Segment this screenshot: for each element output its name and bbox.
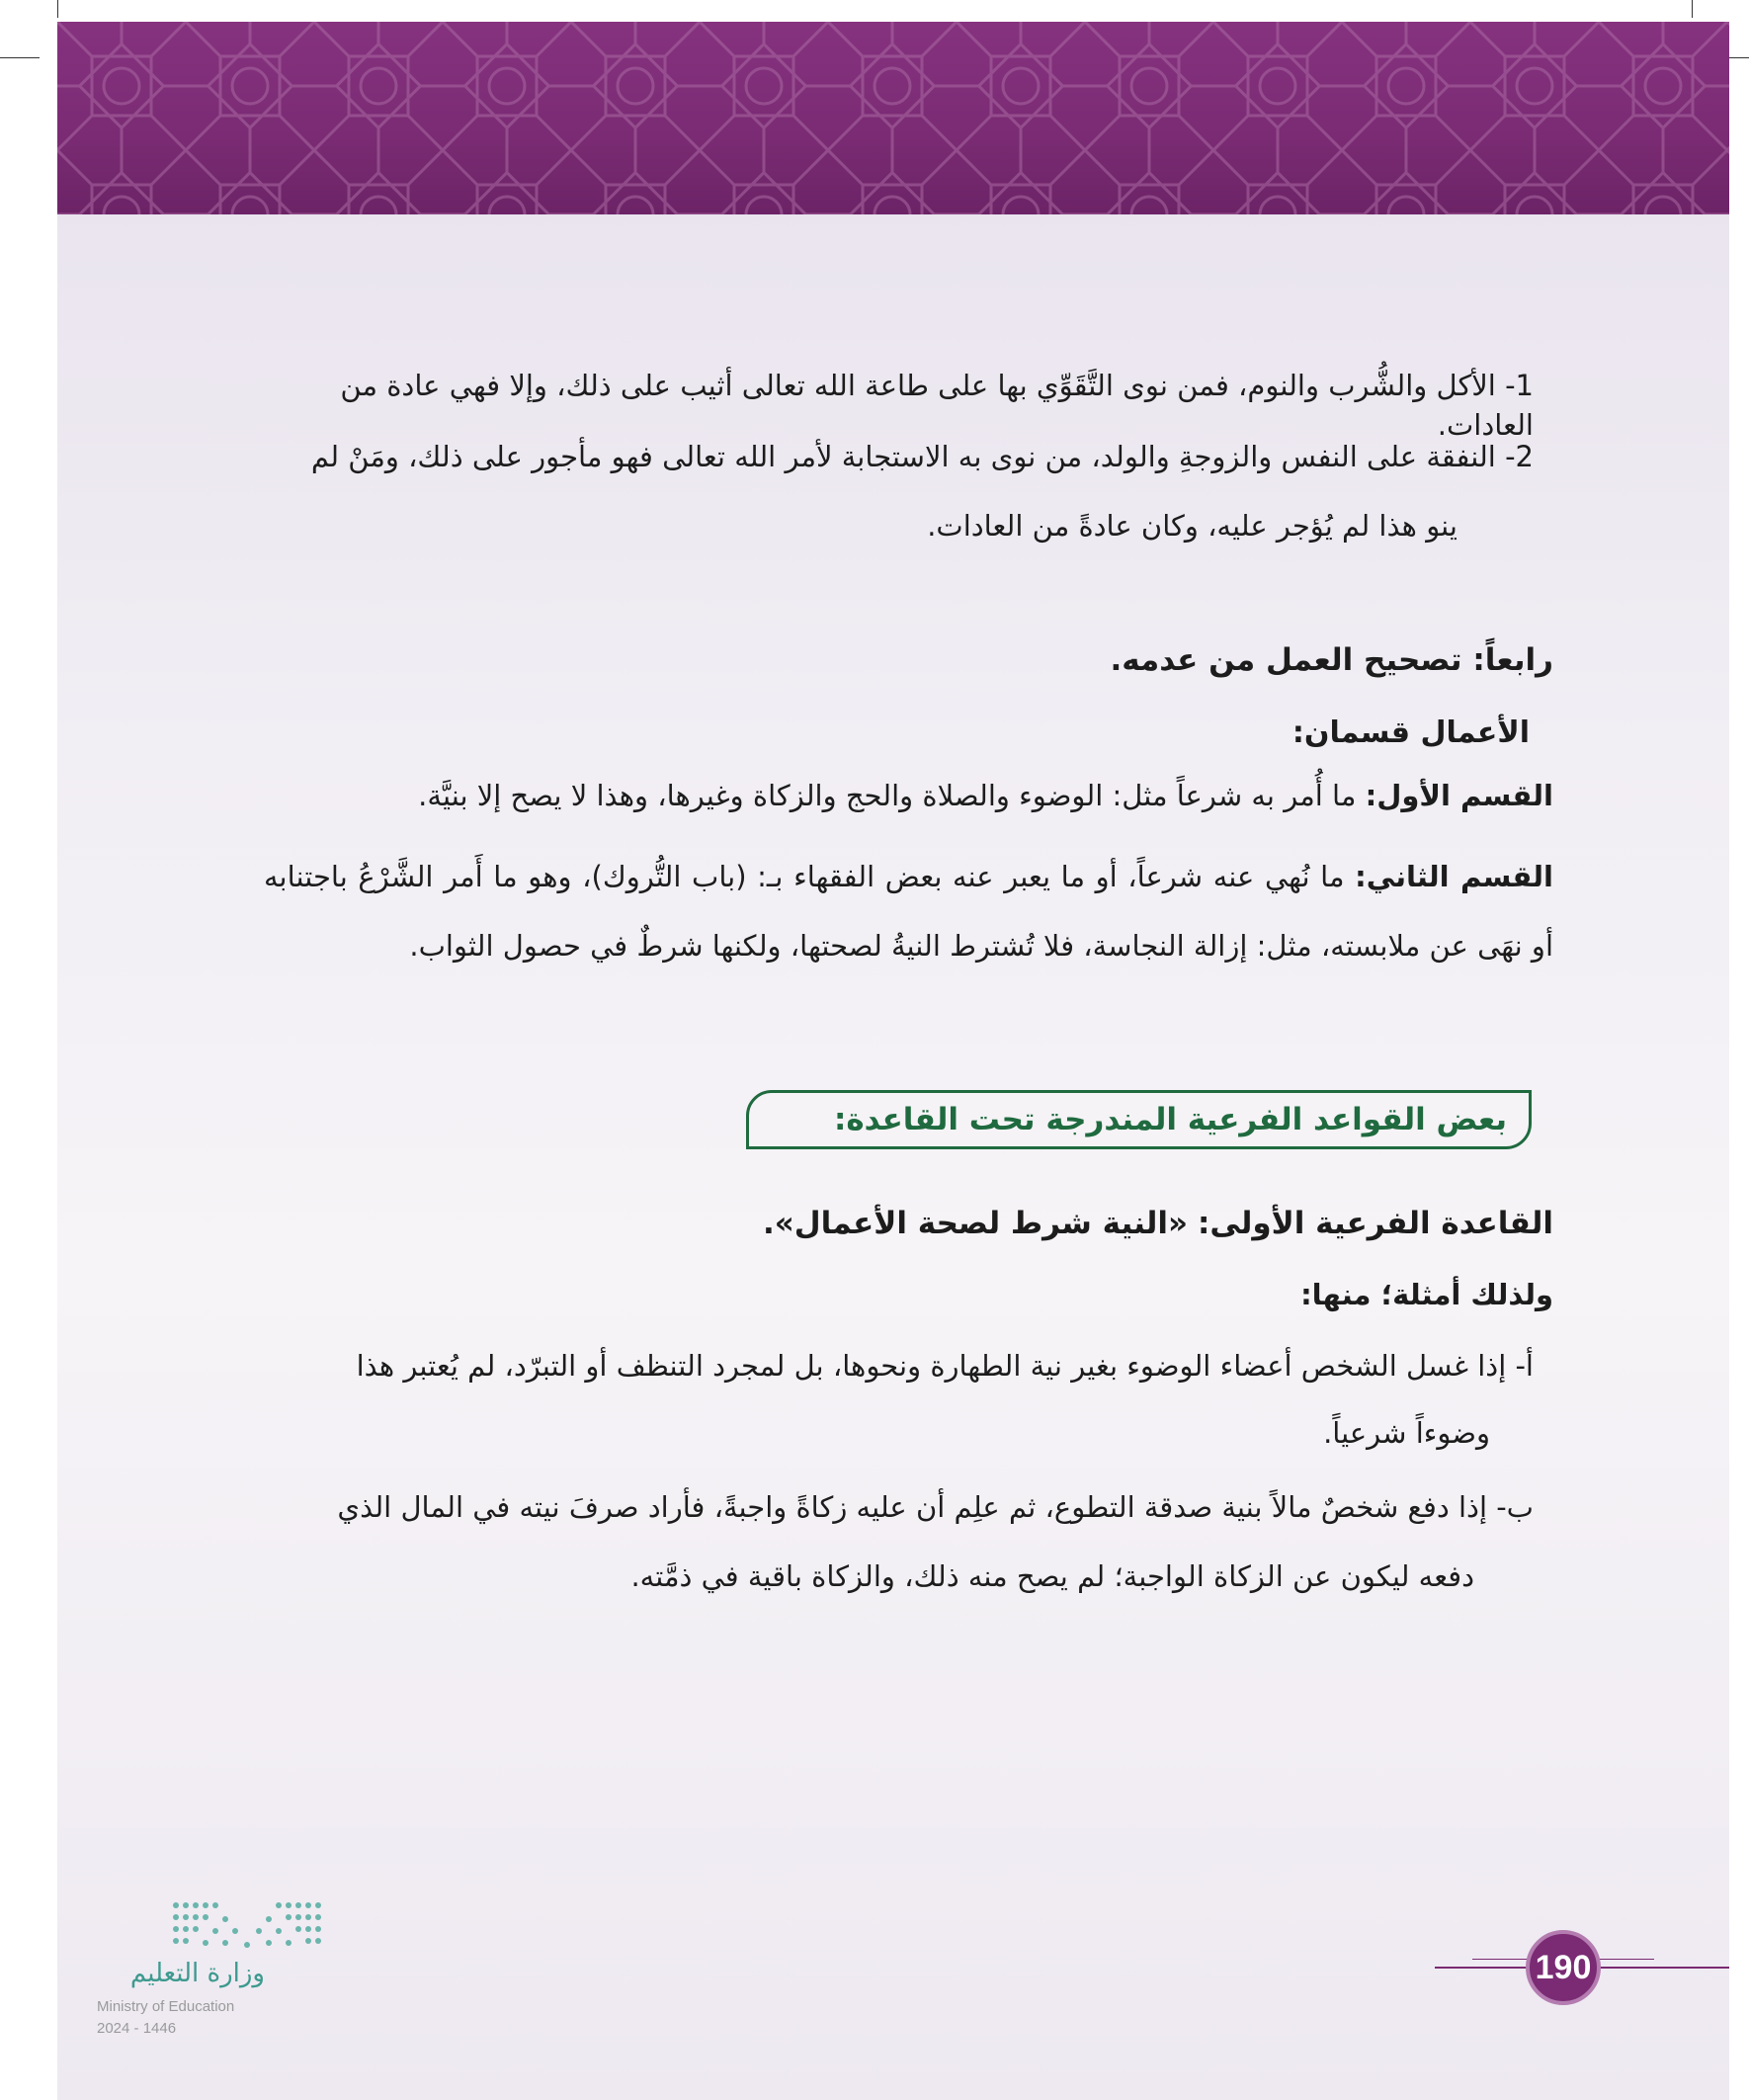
- examples-intro: ولذلك أمثلة؛ منها:: [1300, 1278, 1553, 1311]
- page-number-line-left: [1435, 1967, 1528, 1969]
- page-number-line-right: [1599, 1967, 1729, 1969]
- part-two-text: ما نُهي عنه شرعاً، أو ما يعبر عنه بعض الفقهاء بـ: (باب التُّروك)، وهو ما أَمر الشَّرْعُ باجتنابه أو نهَى عن ملابسته، مثل: إزالة النجاسة، فلا تُشترط النيةُ لصحتها، ولكنها شرطٌ في حصول الثواب.: [264, 860, 1553, 963]
- example-a-line-1: أ- إذا غسل الشخص أعضاء الوضوء بغير نية الطهارة ونحوها، بل لمجرد التنظف أو التبرّد، لم يُعتبر هذا: [356, 1349, 1534, 1383]
- part-one: [269, 776, 1553, 815]
- part-one-text: ما أُمر به شرعاً مثل: الوضوء والصلاة والحج والزكاة وغيرها، وهذا لا يصح إلا بنيَّة.: [418, 779, 1357, 812]
- islamic-pattern-icon: [57, 22, 1729, 214]
- page-number: 190: [1526, 1930, 1601, 2005]
- example-b-line-2: دفعه ليكون عن الزكاة الواجبة؛ لم يصح منه ذلك، والزكاة باقية في ذمَّته.: [630, 1559, 1474, 1593]
- example-item-1: 1- الأكل والشُّرب والنوم، فمن نوى التَّقَوِّي بها على طاعة الله تعالى أثيب على ذلك، وإلا فهي عادة من العادات.: [340, 369, 1534, 442]
- example-b-line-1: ب- إذا دفع شخصٌ مالاً بنية صدقة التطوع، ثم علِم أن عليه زكاةً واجبةً، فأراد صرفَ نيته في المال الذي: [337, 1490, 1534, 1524]
- decorative-header-banner: [57, 22, 1729, 214]
- ministry-name-english: Ministry of Education: [97, 1998, 235, 2015]
- example-item-2-line-1: 2- النفقة على النفس والزوجةِ والولد، من نوى به الاستجابة لأمر الله تعالى فهو مأجور على ذلك، ومَنْ لم: [310, 440, 1534, 473]
- page-number-line-right-thin: [1599, 1959, 1654, 1960]
- section-heading: رابعاً: تصحيح العمل من عدمه.: [1110, 642, 1553, 678]
- ministry-name-arabic: وزارة التعليم: [129, 1959, 265, 1988]
- part-two-label: القسم الثاني:: [1355, 860, 1554, 893]
- ministry-logo-icon: [170, 1897, 328, 1953]
- sub-rule-one-title: [269, 1204, 1553, 1243]
- page-background: [57, 22, 1729, 2100]
- example-a-line-2: وضوءاً شرعياً.: [1323, 1416, 1490, 1450]
- page-number-line-left-thin: [1472, 1959, 1528, 1960]
- part-two: [264, 842, 1553, 980]
- example-item-2-line-2: ينو هذا لم يُؤجر عليه، وكان عادةً من العادات.: [927, 509, 1458, 543]
- sub-rule-one-label: القاعدة الفرعية الأولى:: [1197, 1206, 1553, 1241]
- crop-mark: [57, 0, 58, 18]
- part-one-label: القسم الأول:: [1365, 779, 1553, 812]
- crop-mark: [0, 57, 40, 58]
- academic-year: 2024 - 1446: [97, 2020, 177, 2037]
- sub-rule-one-quote: «النية شرط لصحة الأعمال».: [762, 1206, 1189, 1241]
- crop-mark: [1692, 0, 1693, 18]
- sub-rules-heading-box: بعض القواعد الفرعية المندرجة تحت القاعدة:: [746, 1090, 1532, 1149]
- section-subheading: الأعمال قسمان:: [1291, 715, 1530, 750]
